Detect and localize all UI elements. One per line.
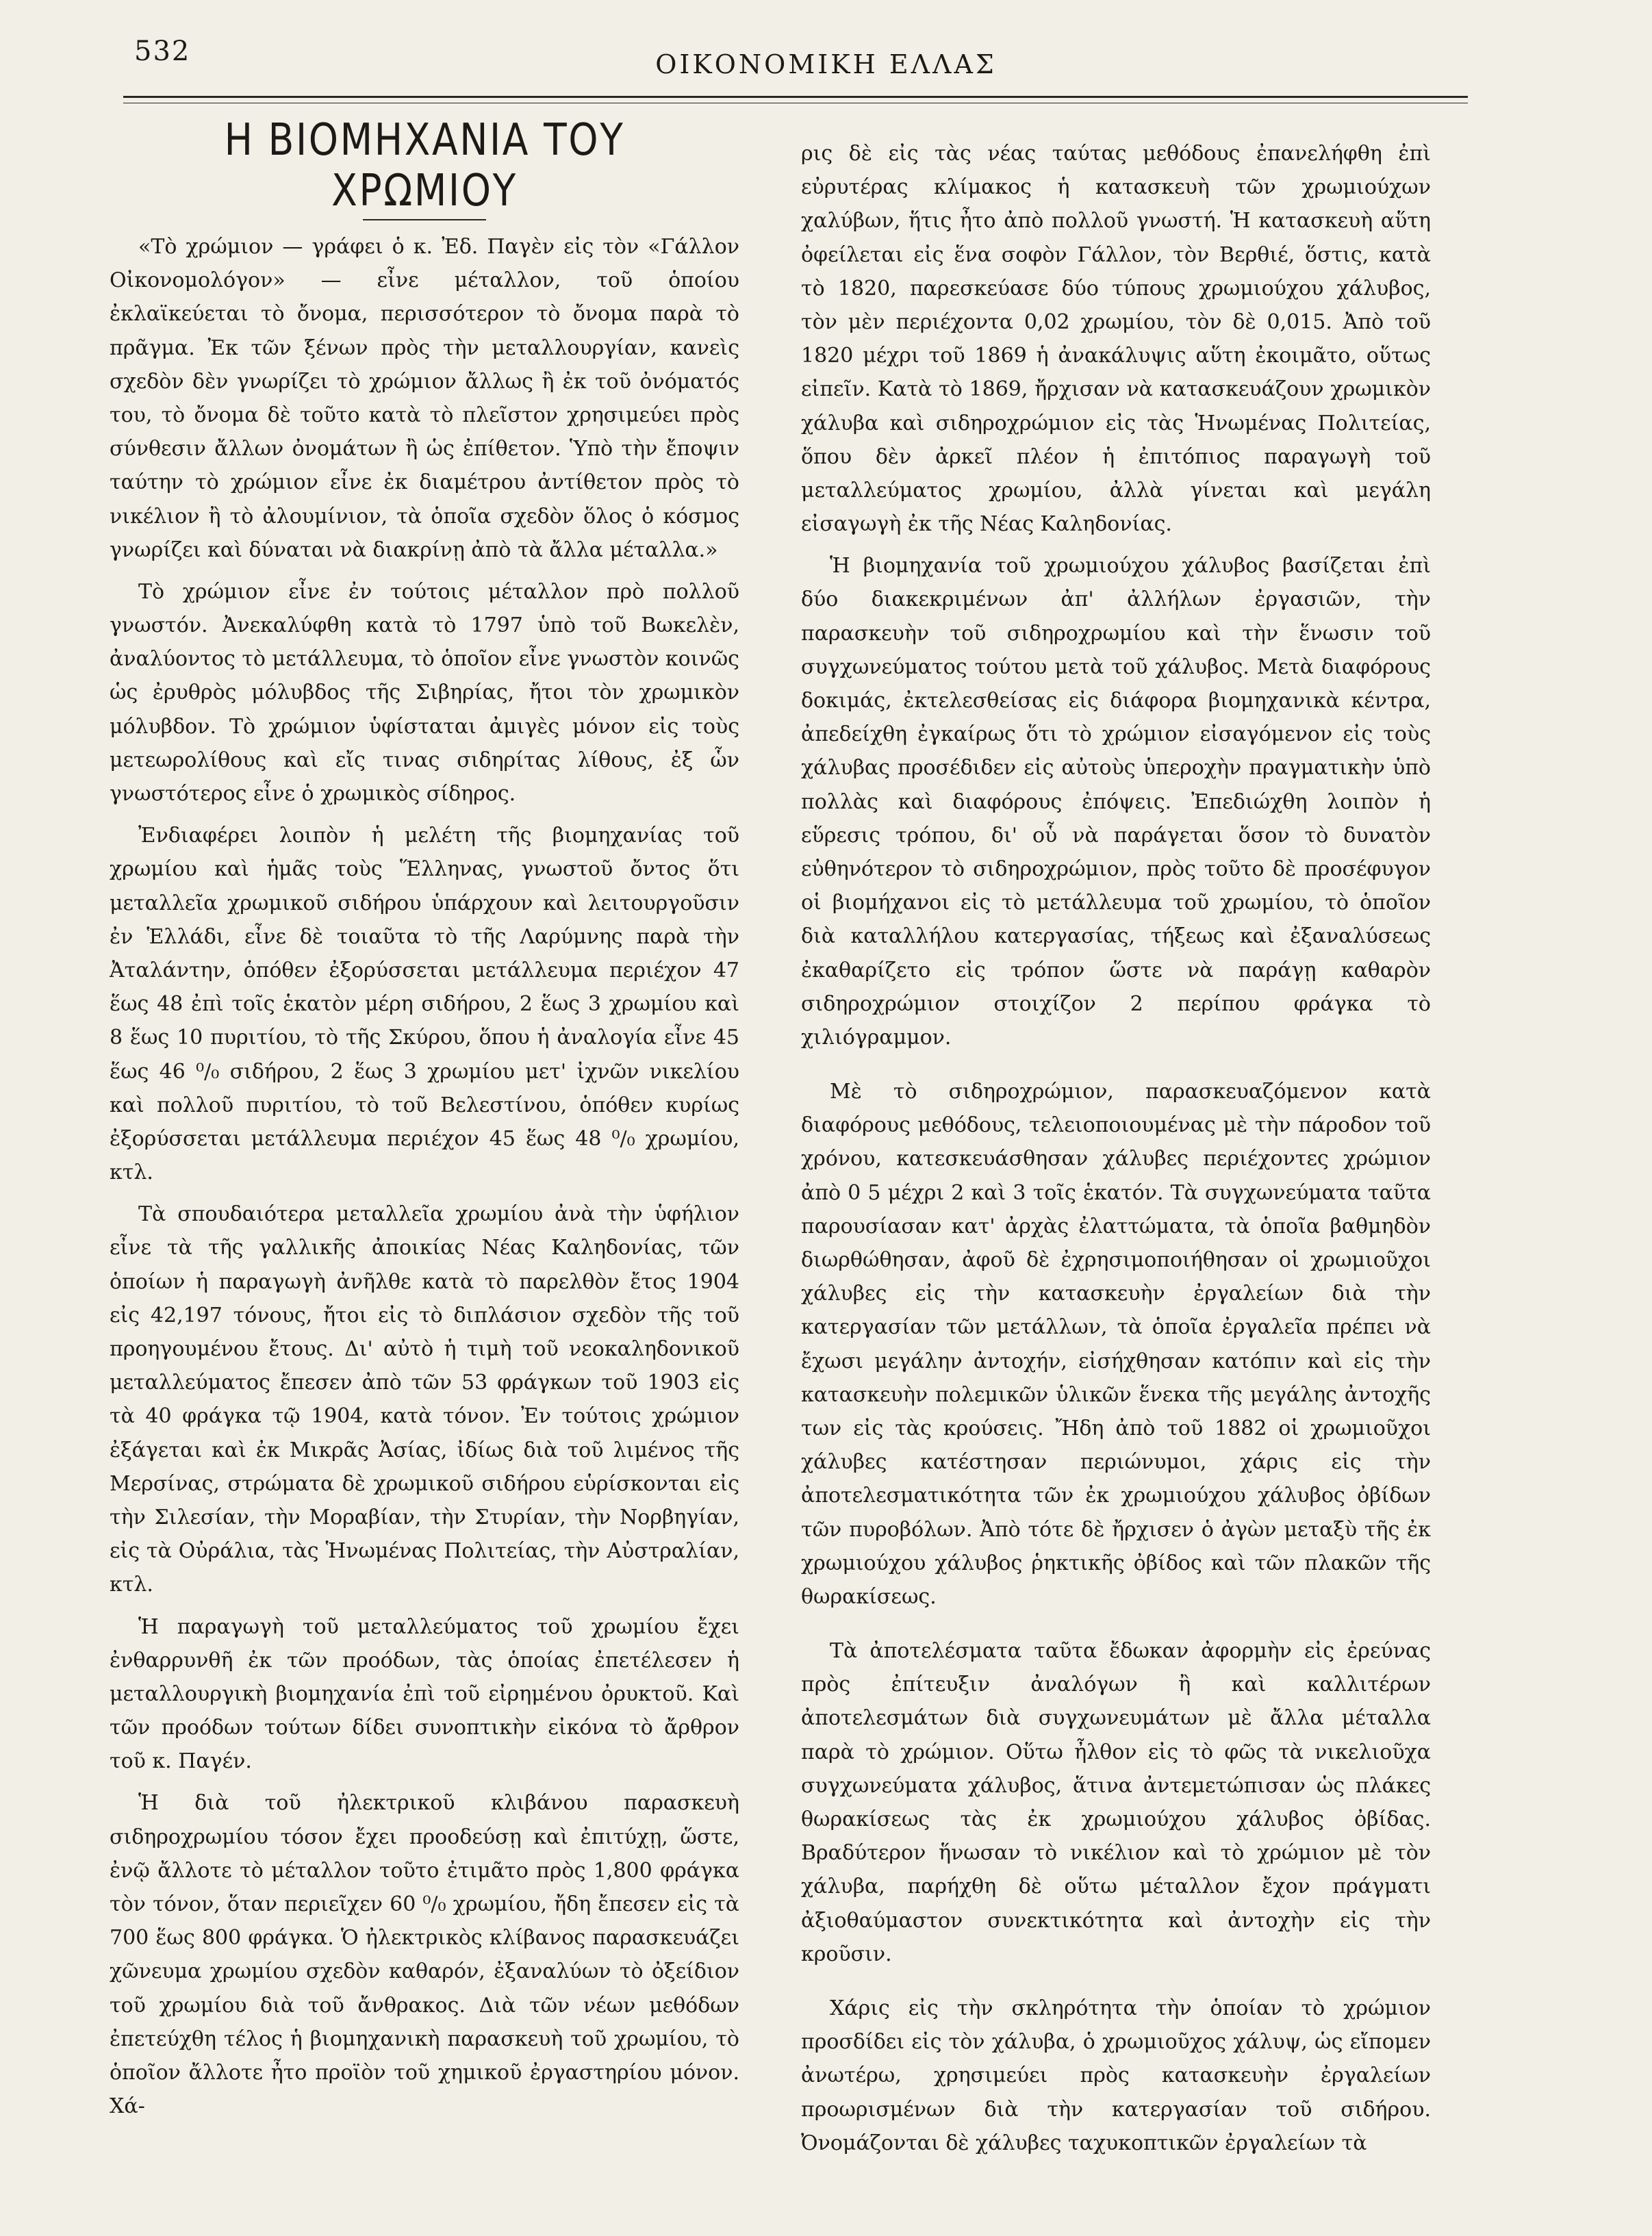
paragraph: Τὸ χρώμιον εἶνε ἐν τούτοις μέταλλον πρὸ πολλοῦ γνωστόν. Ἀνεκαλύφθη κατὰ τὸ 1797 ὑπὸ τοῦ Βωκελὲν, ἀναλύοντος τὸ μετάλλευμα, τὸ ὁποῖον εἶνε γνωστὸν κοινῶς ὡς ἐρυθρὸς μόλυβδος τῆς Σιβηρίας, ἤτοι τὸν χρωμικὸν μόλυβδον. Τὸ χρώμιον ὑφίσταται ἀμιγὲς μόνον εἰς τοὺς μετεωρολίθους καὶ εἴς τινας σιδηρίτας λίθους, ἐξ ὧν γνωστότερος εἶνε ὁ χρωμικὸς σίδηρος. xyxy=(110,579,739,806)
paragraph-continued: ρις δὲ εἰς τὰς νέας ταύτας μεθόδους ἐπανελήφθη ἐπὶ εὐρυτέρας κλίμακος ἡ κατασκευὴ τῶν χρωμιούχων χαλύβων, ἥτις ἦτο ἀπὸ πολλοῦ γνωστή. Ἡ κατασκευὴ αὕτη ὀφείλεται εἰς ἕνα σοφὸν Γάλλον, τὸν Βερθιέ, ὅστις, κατὰ τὸ 1820, παρεσκεύασε δύο τύπους χρωμιούχου χάλυβος, τὸν μὲν περιέχοντα 0,02 χρωμίου, τὸν δὲ 0,015. Ἀπὸ τοῦ 1820 μέχρι τοῦ 1869 ἡ ἀνακάλυψις αὕτη ἐκοιμᾶτο, οὕτως εἰπεῖν. Κατὰ τὸ 1869, ἤρχισαν νὰ κατασκευάζουν χρωμικὸν χάλυβα καὶ σιδηροχρώμιον εἰς τὰς Ἡνωμένας Πολιτείας, ὅπου δὲν ἀρκεῖ πλέον ἡ ἐπιτόπιος παραγωγὴ τοῦ μεταλλεύματος χρωμίου, ἀλλὰ γίνεται καὶ μεγάλη εἰσαγωγὴ ἐκ τῆς Νέας Καληδονίας. xyxy=(801,142,1431,537)
paragraph: Χάρις εἰς τὴν σκληρότητα τὴν ὁποίαν τὸ χρώμιον προσδίδει εἰς τὸν χάλυβα, ὁ χρωμιοῦχος χάλυψ, ὡς εἴπομεν ἀνωτέρω, χρησιμεύει πρὸς κατασκευὴν ἐργαλείων προωρισμένων διὰ τὴν κατεργασίαν τοῦ σιδήρου. Ὀνομάζονται δὲ χάλυβες ταχυκοπτικῶν ἐργαλείων τὰ xyxy=(801,1996,1431,2155)
left-column xyxy=(110,115,739,2131)
paragraph: Μὲ τὸ σιδηροχρώμιον, παρασκευαζόμενον κατὰ διαφόρους μεθόδους, τελειοποιουμένας μὲ τὴν πάροδον τοῦ χρόνου, κατεσκευάσθησαν χάλυβες περιέχοντες χρώμιον ἀπὸ 0 5 μέχρι 2 καὶ 3 τοῖς ἑκατόν. Τὰ συγχωνεύματα ταῦτα παρουσίασαν κατ' ἀρχὰς ἐλαττώματα, τὰ ὁποῖα βαθμηδὸν διωρθώθησαν, ἀφοῦ δὲ ἐχρησιμοποιήθησαν οἱ χρωμιοῦχοι χάλυβες εἰς τὴν κατασκευὴν ἐργαλείων διὰ τὴν κατεργασίαν τῶν μετάλλων, τὰ ὁποῖα ἐργαλεῖα πρέπει νὰ ἔχωσι μεγάλην ἀντοχήν, εἰσήχθησαν κατόπιν καὶ εἰς τὴν κατασκευὴν πολεμικῶν ὑλικῶν ἕνεκα τῆς μεγάλης ἀντοχῆς των εἰς τὰς κρούσεις. Ἤδη ἀπὸ τοῦ 1882 οἱ χρωμιοῦχοι χάλυβες κατέστησαν περιώνυμοι, χάρις εἰς τὴν ἀποτελεσματικότητα τῶν ἐκ χρωμιούχου χάλυβος ὀβίδων τῶν πυροβόλων. Ἀπὸ τότε δὲ ἤρχισεν ὁ ἀγὼν μεταξὺ τῆς ἐκ χρωμιούχου χάλυβος ῥηκτικῆς ὀβίδος καὶ τῶν πλακῶν τῆς θωρακίσεως. xyxy=(801,1080,1431,1609)
title-rule xyxy=(363,219,486,220)
paragraph: «Τὸ χρώμιον — γράφει ὁ κ. Ἐδ. Παγὲν εἰς τὸν «Γάλλον Οἰκονομολόγον» — εἶνε μέταλλον, τοῦ ὁποίου ἐκλαϊκεύεται τὸ ὄνομα, περισσότερον τὸ ὄνομα παρὰ τὸ πρᾶγμα. Ἐκ τῶν ξένων πρὸς τὴν μεταλλουργίαν, κανεὶς σχεδὸν δὲν γνωρίζει τὸ χρώμιον ἄλλως ἢ ἐκ τοῦ ὀνόματός του, τὸ ὄνομα δὲ τοῦτο κατὰ τὸ πλεῖστον χρησιμεύει πρὸς σύνθεσιν ἄλλων ὀνομάτων ἢ ὡς ἐπίθετον. Ὑπὸ τὴν ἔποψιν ταύτην τὸ χρώμιον εἶνε ἐκ διαμέτρου ἀντίθετον πρὸς τὸ νικέλιον ἢ τὸ ἀλουμίνιον, τὰ ὁποῖα σχεδὸν ὅλος ὁ κόσμος γνωρίζει καὶ δύναται νὰ διακρίνῃ ἀπὸ τὰ ἄλλα μέταλλα.» xyxy=(110,235,739,562)
paragraph: Ἡ διὰ τοῦ ἠλεκτρικοῦ κλιβάνου παρασκευὴ σιδηροχρωμίου τόσον ἔχει προοδεύσῃ καὶ ἐπιτύχῃ, ὥστε, ἐνῷ ἄλλοτε τὸ μέταλλον τοῦτο ἐτιμᾶτο πρὸς 1,800 φράγκα τὸν τόνον, ὅταν περιεῖχεν 60 ⁰/₀ χρωμίου, ἤδη ἔπεσεν εἰς τὰ 700 ἕως 800 φράγκα. Ὁ ἠλεκτρικὸς κλίβανος παρασκευάζει χῶνευμα χρωμίου σχεδὸν καθαρόν, ἐξαναλύων τὸ ὀξείδιον τοῦ χρωμίου διὰ τοῦ ἄνθρακος. Διὰ τῶν νέων μεθόδων ἐπετεύχθη τέλος ἡ βιομηχανικὴ παρασκευὴ τοῦ χρωμίου, τὸ ὁποῖον ἄλλοτε ἦτο προϊὸν τοῦ χημικοῦ ἐργαστηρίου μόνον. Χά- xyxy=(110,1791,739,2119)
paragraph: Ἡ βιομηχανία τοῦ χρωμιούχου χάλυβος βασίζεται ἐπὶ δύο διακεκριμένων ἀπ' ἀλλήλων ἐργασιῶν, τὴν παρασκευὴν τοῦ σιδηροχρωμίου καὶ τὴν ἕνωσιν τοῦ συγχωνεύματος τούτου μετὰ τοῦ χάλυβος. Μετὰ διαφόρους δοκιμάς, ἐκτελεσθείσας εἰς διάφορα βιομηχανικὰ κέντρα, ἀπεδείχθη ἐγκαίρως ὅτι τὸ χρώμιον εἰσαγόμενον εἰς τοὺς χάλυβας προσέδιδεν εἰς αὐτοὺς ὑπεροχὴν πραγματικὴν ὑπὸ πολλὰς καὶ διαφόρους ἐπόψεις. Ἐπεδιώχθη λοιπὸν ἡ εὕρεσις τρόπου, δι' οὗ νὰ παράγεται ὅσον τὸ δυνατὸν εὐθηνότερον τὸ σιδηροχρώμιον, πρὸς τοῦτο δὲ προσέφυγον οἱ βιομήχανοι εἰς τὸ μετάλλευμα τοῦ χρωμίου, τὸ ὁποῖον διὰ καταλλήλου κατεργασίας, τήξεως καὶ ἐξαναλύσεως ἐκαθαρίζετο εἰς τρόπον ὥστε νὰ παράγῃ καθαρὸν σιδηροχρώμιον στοιχίζον 2 περίπου φράγκα τὸ χιλιόγραμμον. xyxy=(801,554,1431,1050)
right-column xyxy=(801,137,1431,2168)
header-rule xyxy=(123,96,1468,98)
paragraph: Τὰ σπουδαιότερα μεταλλεῖα χρωμίου ἀνὰ τὴν ὑφήλιον εἶνε τὰ τῆς γαλλικῆς ἀποικίας Νέας Καληδονίας, τῶν ὁποίων ἡ παραγωγὴ ἀνῆλθε κατὰ τὸ παρελθὸν ἔτος 1904 εἰς 42,197 τόνους, ἤτοι εἰς τὸ διπλάσιον σχεδὸν τῆς τοῦ προηγουμένου ἔτους. Δι' αὐτὸ ἡ τιμὴ τοῦ νεοκαληδονικοῦ μεταλλεύματος ἔπεσεν ἀπὸ τῶν 53 φράγκων τοῦ 1903 εἰς τὰ 40 φράγκα τῷ 1904, κατὰ τόνον. Ἐν τούτοις χρώμιον ἐξάγεται καὶ ἐκ Μικρᾶς Ἀσίας, ἰδίως διὰ τοῦ λιμένος τῆς Μερσίνας, στρώματα δὲ χρωμικοῦ σιδήρου εὑρίσκονται εἰς τὴν Σιλεσίαν, τὴν Μοραβίαν, τὴν Στυρίαν, τὴν Νορβηγίαν, εἰς τὰ Οὐράλια, τὰς Ἡνωμένας Πολιτείας, τὴν Αὐστραλίαν, κτλ. xyxy=(110,1202,739,1597)
paragraph: Ἐνδιαφέρει λοιπὸν ἡ μελέτη τῆς βιομηχανίας τοῦ χρωμίου καὶ ἡμᾶς τοὺς Ἕλληνας, γνωστοῦ ὄντος ὅτι μεταλλεῖα χρωμικοῦ σιδήρου ὑπάρχουν καὶ λειτουργοῦσιν ἐν Ἑλλάδι, εἶνε δὲ τοιαῦτα τὸ τῆς Λαρύμνης παρὰ τὴν Ἀταλάντην, ὁπόθεν ἐξορύσσεται μετάλλευμα περιέχον 47 ἕως 48 ἐπὶ τοῖς ἑκατὸν μέρη σιδήρου, 2 ἕως 3 χρωμίου καὶ 8 ἕως 10 πυριτίου, τὸ τῆς Σκύρου, ὅπου ἡ ἀναλογία εἶνε 45 ἕως 46 ⁰/₀ σιδήρου, 2 ἕως 3 χρωμίου μετ' ἰχνῶν νικελίου καὶ πολλοῦ πυριτίου, τὸ τοῦ Βελεστίνου, ὁπόθεν κυρίως ἐξορύσσεται μετάλλευμα περιέχον 45 ἕως 48 ⁰/₀ χρωμίου, κτλ. xyxy=(110,824,739,1185)
running-header: ΟΙΚΟΝΟΜΙΚΗ ΕΛΛΑΣ xyxy=(655,49,997,79)
article-title: Η ΒΙΟΜΗΧΑΝΙΑ ΤΟΥ ΧΡΩΜΙΟΥ xyxy=(224,115,625,216)
paragraph: Τὰ ἀποτελέσματα ταῦτα ἔδωκαν ἀφορμὴν εἰς ἐρεύνας πρὸς ἐπίτευξιν ἀναλόγων ἢ καὶ καλλιτέρων ἀποτελεσμάτων διὰ συγχωνευμάτων μὲ ἄλλα μέταλλα παρὰ τὸ χρώμιον. Οὕτω ἦλθον εἰς τὸ φῶς τὰ νικελιοῦχα συγχωνεύματα χάλυβος, ἅτινα ἀντεμετώπισαν ὡς πλάκες θωρακίσεως τὰς ἐκ χρωμιούχου χάλυβος ὀβίδας. Βραδύτερον ἥνωσαν τὸ νικέλιον καὶ τὸ χρώμιον μὲ τὸν χάλυβα, παρήχθη δὲ οὕτω μέταλλον ἔχον πράγματι ἀξιοθαύμαστον συνεκτικότητα καὶ ἀντοχὴν εἰς τὴν κροῦσιν. xyxy=(801,1639,1431,1966)
paragraph: Ἡ παραγωγὴ τοῦ μεταλλεύματος τοῦ χρωμίου ἔχει ἐνθαρρυνθῆ ἐκ τῶν προόδων, τὰς ὁποίας ἐπετέλεσεν ἡ μεταλλουργικὴ βιομηχανία ἐπὶ τοῦ εἰρημένου ὀρυκτοῦ. Καὶ τῶν προόδων τούτων δίδει συνοπτικὴν εἰκόνα τὸ ἄρθρον τοῦ κ. Παγέν. xyxy=(110,1614,739,1774)
page-number: 532 xyxy=(134,36,191,67)
